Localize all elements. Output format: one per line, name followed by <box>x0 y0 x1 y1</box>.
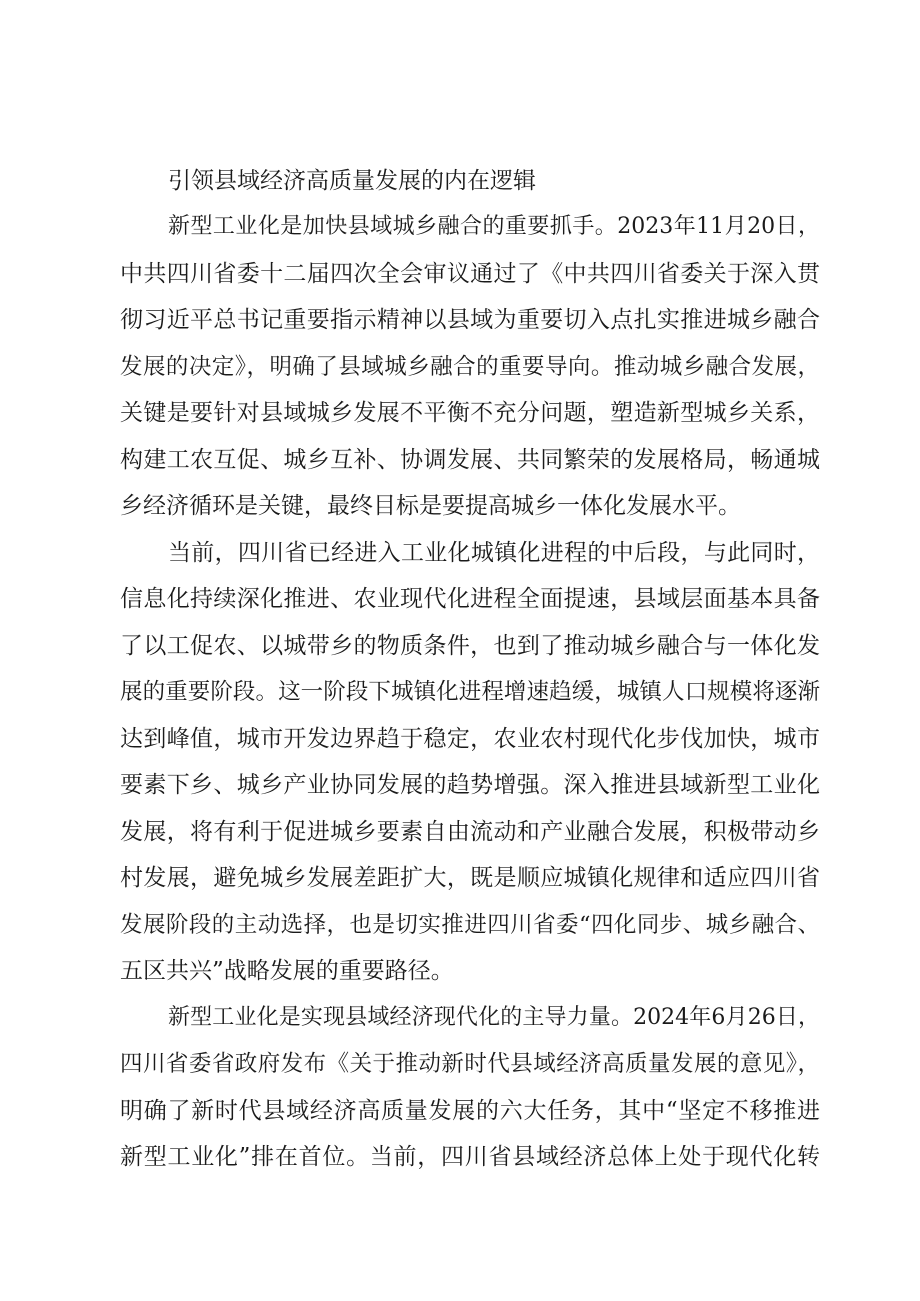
paragraph-line: 五区共兴”战略发展的重要路径。 <box>120 958 454 984</box>
paragraph-line: 当前，四川省已经进入工业化城镇化进程的中后段，与此同时， <box>168 540 820 566</box>
paragraph-line: 了以工促农、以城带乡的物质条件，也到了推动城乡融合与一体化发 <box>120 633 820 659</box>
paragraph-line: 发展的决定》，明确了县域城乡融合的重要导向。推动城乡融合发展， <box>120 354 820 380</box>
paragraph-line: 达到峰值，城市开发边界趋于稳定，农业农村现代化步伐加快，城市 <box>120 726 820 752</box>
paragraph-line: 要素下乡、城乡产业协同发展的趋势增强。深入推进县域新型工业化 <box>120 772 820 798</box>
paragraph-line: 中共四川省委十二届四次全会审议通过了《中共四川省委关于深入贯 <box>120 261 820 287</box>
paragraph-line: 新型工业化”排在首位。当前，四川省县域经济总体上处于现代化转 <box>120 1144 820 1170</box>
paragraph-line: 关键是要针对县域城乡发展不平衡不充分问题，塑造新型城乡关系， <box>120 400 820 426</box>
paragraph-line: 明确了新时代县域经济高质量发展的六大任务，其中“坚定不移推进 <box>120 1098 820 1124</box>
paragraph-line: 四川省委省政府发布《关于推动新时代县域经济高质量发展的意见》， <box>120 1051 820 1077</box>
paragraph-line: 彻习近平总书记重要指示精神以县域为重要切入点扎实推进城乡融合 <box>120 307 820 333</box>
paragraph-line: 信息化持续深化推进、农业现代化进程全面提速，县域层面基本具备 <box>120 586 820 612</box>
paragraph-line: 发展阶段的主动选择，也是切实推进四川省委“四化同步、城乡融合、 <box>120 912 820 938</box>
paragraph-line: 构建工农互促、城乡互补、协调发展、共同繁荣的发展格局，畅通城 <box>120 447 820 473</box>
paragraph-line: 新型工业化是实现县域经济现代化的主导力量。2024年6月26日， <box>168 1005 820 1030</box>
section-heading: 引领县域经济高质量发展的内在逻辑 <box>168 168 536 194</box>
paragraph-line: 乡经济循环是关键，最终目标是要提高城乡一体化发展水平。 <box>120 493 741 519</box>
paragraph-line: 村发展，避免城乡发展差距扩大，既是顺应城镇化规律和适应四川省 <box>120 865 820 891</box>
paragraph-line: 展的重要阶段。这一阶段下城镇化进程增速趋缓，城镇人口规模将逐渐 <box>120 679 820 705</box>
paragraph-line: 新型工业化是加快县域城乡融合的重要抓手。2023年11月20日， <box>168 214 820 239</box>
paragraph-line: 发展，将有利于促进城乡要素自由流动和产业融合发展，积极带动乡 <box>120 819 820 845</box>
